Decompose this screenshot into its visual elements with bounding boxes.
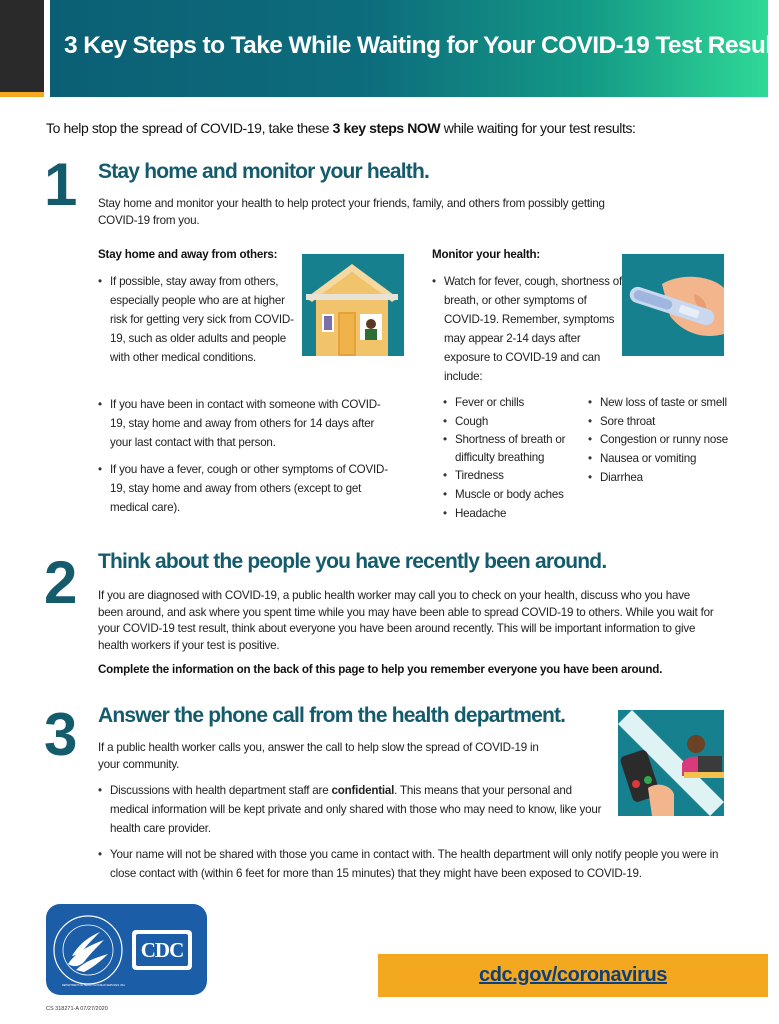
cdc-logo-box — [46, 904, 207, 995]
symptom-item: • Muscle or body aches — [443, 486, 583, 503]
symptom-item: • Diarrhea — [588, 469, 728, 486]
step-2-number: 2 — [44, 549, 76, 616]
phone-illustration — [618, 710, 724, 816]
symptom-item: • Fever or chills — [443, 394, 583, 411]
step-1-number: 1 — [44, 151, 76, 218]
hhs-seal-text: DEPARTMENT OF HEALTH & HUMAN SERVICES USA — [62, 984, 125, 987]
step-3-text: If a public health worker calls you, answer the call to help slow the spread of COVID-19 in your community. — [98, 741, 539, 771]
step-3-list-wide — [98, 845, 728, 891]
symptom-item: • Headache — [443, 505, 583, 522]
confidential-text-after: . This means that your personal and medical information will be kept private and only shared with those who may need to know, like your health care provider. — [110, 784, 602, 835]
step-3-bullet-privacy: • Your name will not be shared with those you came in contact with. The health department will only notify people you were in close contact with (within 6 feet for more than 15 minutes) that they might have been exposed to COVID-19. — [98, 845, 728, 883]
symptom-item: • Tiredness — [443, 467, 583, 484]
intro-bold: 3 key steps NOW — [332, 120, 441, 136]
stay-home-list-short — [98, 272, 298, 375]
thermometer-illustration — [622, 254, 724, 356]
intro-text-after: while waiting for your test results: — [440, 120, 636, 136]
step-3-number: 3 — [44, 701, 76, 768]
page-title: 3 Key Steps to Take While Waiting for Your COVID-19 Test Result — [64, 32, 779, 59]
document-code: CS 318271-A 07/27/2020 — [46, 1006, 108, 1012]
header-corner-stripe — [0, 92, 44, 97]
step-2-text: If you are diagnosed with COVID-19, a public health worker may call you to check on your health, discuss who you have been around, and ask where you spent time while you may have been able to spread COVID-19 to others. While you wait for your COVID-19 test result, think about everyone you have been around recently. This will be important information to give health workers if your test is positive. — [98, 589, 714, 652]
confidential-text-before: Discussions with health department staff are — [110, 784, 332, 797]
step-2-heading: Think about the people you have recently been around. — [98, 550, 607, 573]
phone-call-icon — [618, 710, 724, 816]
step-3-heading: Answer the phone call from the health department. — [98, 704, 566, 727]
intro-line — [46, 120, 736, 136]
monitor-health-subheading: Monitor your health: — [432, 248, 541, 261]
monitor-health-list — [432, 272, 622, 394]
header-corner-block — [0, 0, 44, 92]
monitor-health-bullet: • Watch for fever, cough, shortness of breath, or other symptoms of COVID-19. Remember, symptoms may appear 2-14 days after exposure to COVID-19 and can include: — [432, 272, 622, 386]
thermometer-icon — [622, 254, 724, 356]
step-2-bold-text: Complete the information on the back of this page to help you remember everyone you have been around. — [98, 663, 663, 676]
symptom-item: • Cough — [443, 413, 583, 430]
symptom-item: • New loss of taste or smell — [588, 394, 728, 411]
house-icon — [302, 254, 404, 356]
symptoms-list-col1 — [443, 394, 583, 523]
confidential-bold: confidential — [331, 784, 395, 797]
cdc-logo-text: CDC — [140, 938, 184, 962]
symptom-item: • Shortness of breath or difficulty breathing — [443, 431, 583, 465]
symptoms-list-col2 — [588, 394, 728, 488]
cdc-coronavirus-link[interactable]: cdc.gov/coronavirus — [478, 964, 667, 986]
stay-home-subheading: Stay home and away from others: — [98, 248, 278, 261]
intro-text-before: To help stop the spread of COVID-19, take these — [46, 120, 333, 136]
step-1-text: Stay home and monitor your health to help protect your friends, family, and others from possibly getting COVID-19 from you. — [98, 197, 605, 227]
house-illustration — [302, 254, 404, 356]
symptom-item: • Nausea or vomiting — [588, 450, 728, 467]
stay-home-list-wide — [98, 395, 388, 525]
stay-home-bullet: • If you have been in contact with someone with COVID-19, stay home and away from others for 14 days after your last contact with that person. — [98, 395, 388, 452]
stay-home-bullet: • If you have a fever, cough or other symptoms of COVID-19, stay home and away from others (except to get medical care). — [98, 460, 388, 517]
step-1-heading: Stay home and monitor your health. — [98, 160, 430, 183]
step-3-list — [98, 781, 604, 846]
symptom-item: • Sore throat — [588, 413, 728, 430]
step-3-bullet-confidential — [98, 781, 604, 838]
stay-home-bullet: • If possible, stay away from others, especially people who are at higher risk for getting very sick from COVID-19, such as older adults and people with other medical conditions. — [98, 272, 298, 367]
footer-bar — [378, 954, 768, 997]
symptom-item: • Congestion or runny nose — [588, 431, 728, 448]
